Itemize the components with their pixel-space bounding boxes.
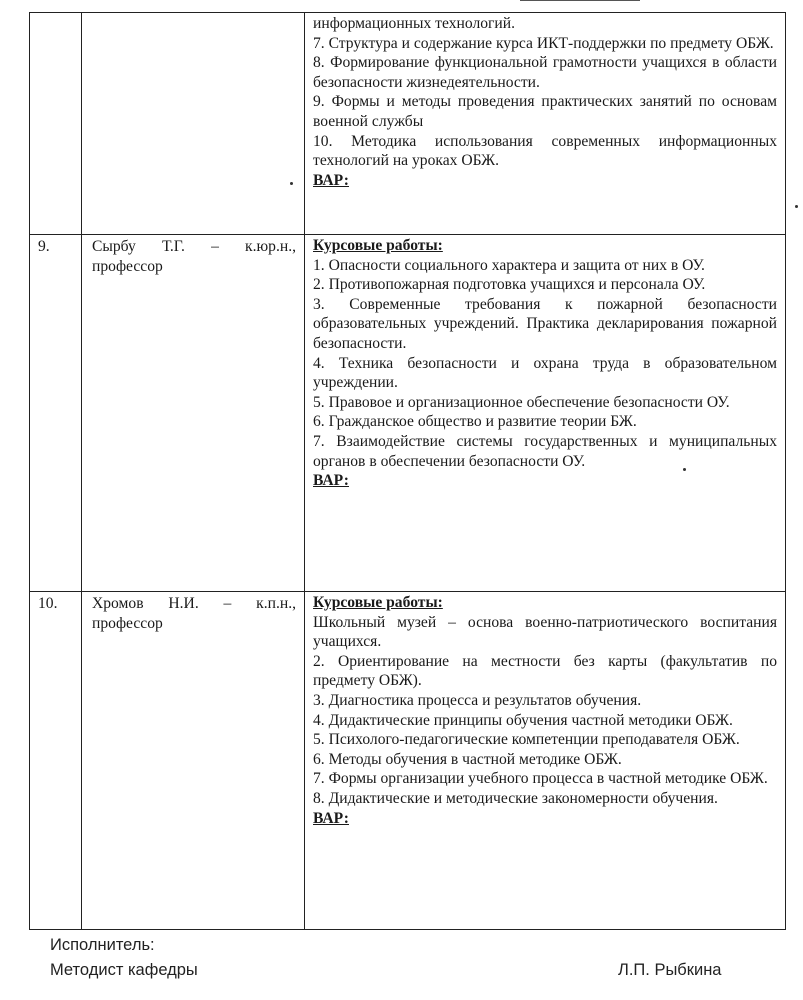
topic-line: 8. Формирование функциональной грамотности учащихся в области безопасности жизнедеятельности.	[313, 54, 777, 91]
signature-name: Л.П. Рыбкина	[618, 961, 722, 979]
topic-line: 1. Опасности социального характера и защита от них в ОУ.	[313, 256, 705, 274]
topic-line: 7. Структура и содержание курса ИКТ-поддержки по предмету ОБЖ.	[313, 34, 774, 52]
topic-line: 8. Дидактические и методические закономерности обучения.	[313, 789, 718, 807]
row-number: 9.	[30, 235, 82, 592]
topic-line: 2. Противопожарная подготовка учащихся и персонала ОУ.	[313, 276, 706, 294]
topic-line: 7. Формы организации учебного процесса в частной методике ОБЖ.	[313, 770, 768, 788]
scan-speck	[795, 205, 798, 208]
topic-line: 10. Методика использования современных информационных технологий на уроках ОБЖ.	[313, 132, 777, 170]
topic-line: 6. Гражданское общество и развитие теории БЖ.	[313, 413, 637, 431]
var-label: ВАР:	[313, 809, 349, 827]
topic-line: 4. Дидактические принципы обучения частной методики ОБЖ.	[313, 711, 733, 729]
scan-speck	[290, 182, 293, 185]
topic-line: 3. Диагностика процесса и результатов обучения.	[313, 691, 642, 709]
topic-line: 5. Психолого-педагогические компетенции преподавателя ОБЖ.	[313, 731, 740, 749]
var-label: ВАР:	[313, 171, 349, 189]
topic-line: информационных технологий.	[313, 15, 516, 32]
topics-cell	[305, 235, 786, 592]
row-number: 10.	[30, 592, 82, 930]
topic-line: 2. Ориентирование на местности без карты (факультатив по предмету ОБЖ).	[313, 652, 777, 690]
topic-line: 4. Техника безопасности и охрана труда в образовательном учреждении.	[313, 354, 777, 392]
topic-line: Школьный музей – основа военно-патриотического воспитания учащихся.	[313, 613, 777, 651]
supervisor-name	[82, 13, 305, 235]
coursework-heading: Курсовые работы:	[313, 594, 443, 611]
table-row	[30, 235, 786, 592]
executor-label: Исполнитель:	[50, 936, 155, 954]
topic-line: 5. Правовое и организационное обеспечение безопасности ОУ.	[313, 393, 730, 411]
row-number	[30, 13, 82, 235]
topics-table	[29, 12, 786, 930]
topic-line: 3. Современные требования к пожарной безопасности образовательных учреждений. Практика декларирования пожарной безопасности.	[313, 295, 777, 352]
scan-speck	[683, 468, 686, 471]
topic-line: 7. Взаимодействие системы государственных и муниципальных органов в обеспечении безопасности ОУ.	[313, 432, 777, 470]
coursework-heading: Курсовые работы:	[313, 237, 443, 254]
topic-line: 9. Формы и методы проведения практических занятий по основам военной службы	[313, 93, 777, 130]
table-row	[30, 592, 786, 930]
supervisor-name: Хромов Н.И. – к.п.н., профессор	[82, 592, 305, 930]
var-label: ВАР:	[313, 472, 349, 490]
table-row	[30, 13, 786, 235]
topic-line: 6. Методы обучения в частной методике ОБЖ.	[313, 750, 622, 768]
topics-cell	[305, 592, 786, 930]
supervisor-name: Сырбу Т.Г. – к.юр.н., профессор	[82, 235, 305, 592]
executor-position: Методист кафедры	[50, 961, 198, 979]
topics-cell	[305, 13, 786, 235]
top-edge-line	[520, 0, 640, 1]
